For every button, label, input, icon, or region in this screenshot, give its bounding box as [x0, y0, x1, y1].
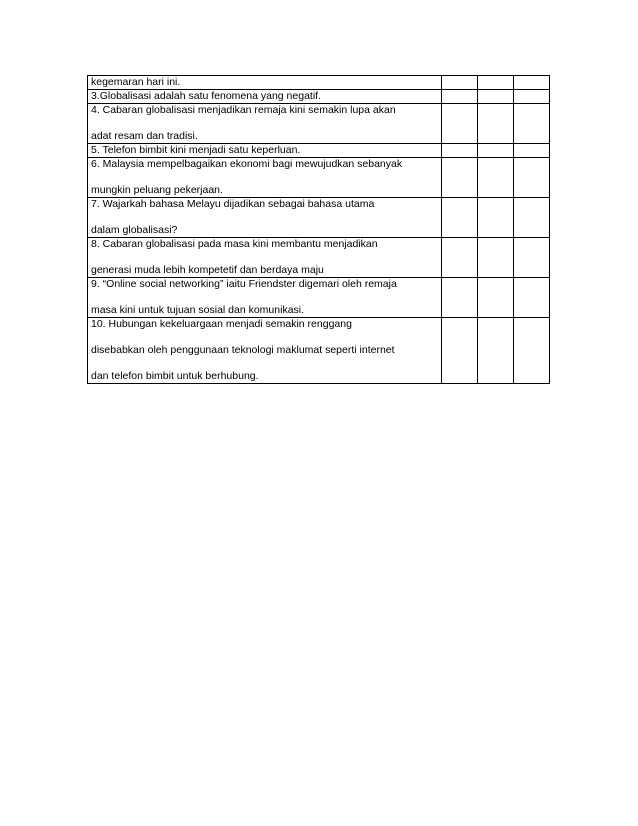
statement-text: adat resam dan tradisi.	[91, 130, 198, 142]
statement-text: 7. Wajarkah bahasa Melayu dijadikan sebagai bahasa utama	[91, 198, 375, 210]
response-box[interactable]	[442, 76, 478, 90]
statement-text: 3.Globalisasi adalah satu fenomena yang negatif.	[91, 90, 321, 102]
response-box[interactable]	[478, 238, 514, 278]
response-box[interactable]	[478, 104, 514, 144]
response-box[interactable]	[514, 278, 550, 318]
table-row	[88, 90, 550, 104]
statement-text: 8. Cabaran globalisasi pada masa kini membantu menjadikan	[91, 238, 378, 250]
questionnaire-body	[88, 76, 550, 384]
statement-cell	[88, 238, 442, 278]
table-row	[88, 198, 550, 238]
statement-text: masa kini untuk tujuan sosial dan komunikasi.	[91, 304, 305, 316]
table-row	[88, 76, 550, 90]
statement-cell	[88, 198, 442, 238]
response-box[interactable]	[442, 158, 478, 198]
statement-text: 6. Malaysia mempelbagaikan ekonomi bagi mewujudkan sebanyak	[91, 158, 403, 170]
response-box[interactable]	[514, 76, 550, 90]
response-box[interactable]	[514, 238, 550, 278]
response-box[interactable]	[442, 144, 478, 158]
response-box[interactable]	[442, 198, 478, 238]
response-box[interactable]	[478, 90, 514, 104]
response-box[interactable]	[478, 318, 514, 384]
table-row	[88, 238, 550, 278]
table-row	[88, 318, 550, 384]
statement-cell	[88, 158, 442, 198]
statement-cell	[88, 90, 442, 104]
response-box[interactable]	[478, 158, 514, 198]
table-row	[88, 278, 550, 318]
table-row	[88, 144, 550, 158]
response-box[interactable]	[514, 318, 550, 384]
questionnaire-table	[87, 75, 550, 384]
statement-cell	[88, 278, 442, 318]
response-box[interactable]	[478, 144, 514, 158]
statement-text: dalam globalisasi?	[91, 224, 178, 236]
response-box[interactable]	[478, 198, 514, 238]
statement-text: kegemaran hari ini.	[91, 76, 181, 88]
response-box[interactable]	[442, 238, 478, 278]
response-box[interactable]	[514, 198, 550, 238]
response-box[interactable]	[514, 90, 550, 104]
statement-cell	[88, 144, 442, 158]
response-box[interactable]	[442, 104, 478, 144]
statement-cell	[88, 318, 442, 384]
statement-text: 4. Cabaran globalisasi menjadikan remaja kini semakin lupa akan	[91, 104, 396, 116]
response-box[interactable]	[442, 90, 478, 104]
statement-text: dan telefon bimbit untuk berhubung.	[91, 370, 259, 382]
response-box[interactable]	[478, 76, 514, 90]
statement-text: 10. Hubungan kekeluargaan menjadi semakin renggang	[91, 318, 352, 330]
response-box[interactable]	[478, 278, 514, 318]
table-row	[88, 104, 550, 144]
statement-text: 9. “Online social networking” iaitu Friendster digemari oleh remaja	[91, 278, 397, 290]
statement-text: generasi muda lebih kompetetif dan berdaya maju	[91, 264, 324, 276]
statement-text: 5. Telefon bimbit kini menjadi satu keperluan.	[91, 144, 301, 156]
response-box[interactable]	[514, 144, 550, 158]
response-box[interactable]	[514, 104, 550, 144]
statement-text: mungkin peluang pekerjaan.	[91, 184, 223, 196]
response-box[interactable]	[514, 158, 550, 198]
response-box[interactable]	[442, 318, 478, 384]
statement-cell	[88, 76, 442, 90]
response-box[interactable]	[442, 278, 478, 318]
table-row	[88, 158, 550, 198]
statement-text: disebabkan oleh penggunaan teknologi maklumat seperti internet	[91, 344, 395, 356]
statement-cell	[88, 104, 442, 144]
